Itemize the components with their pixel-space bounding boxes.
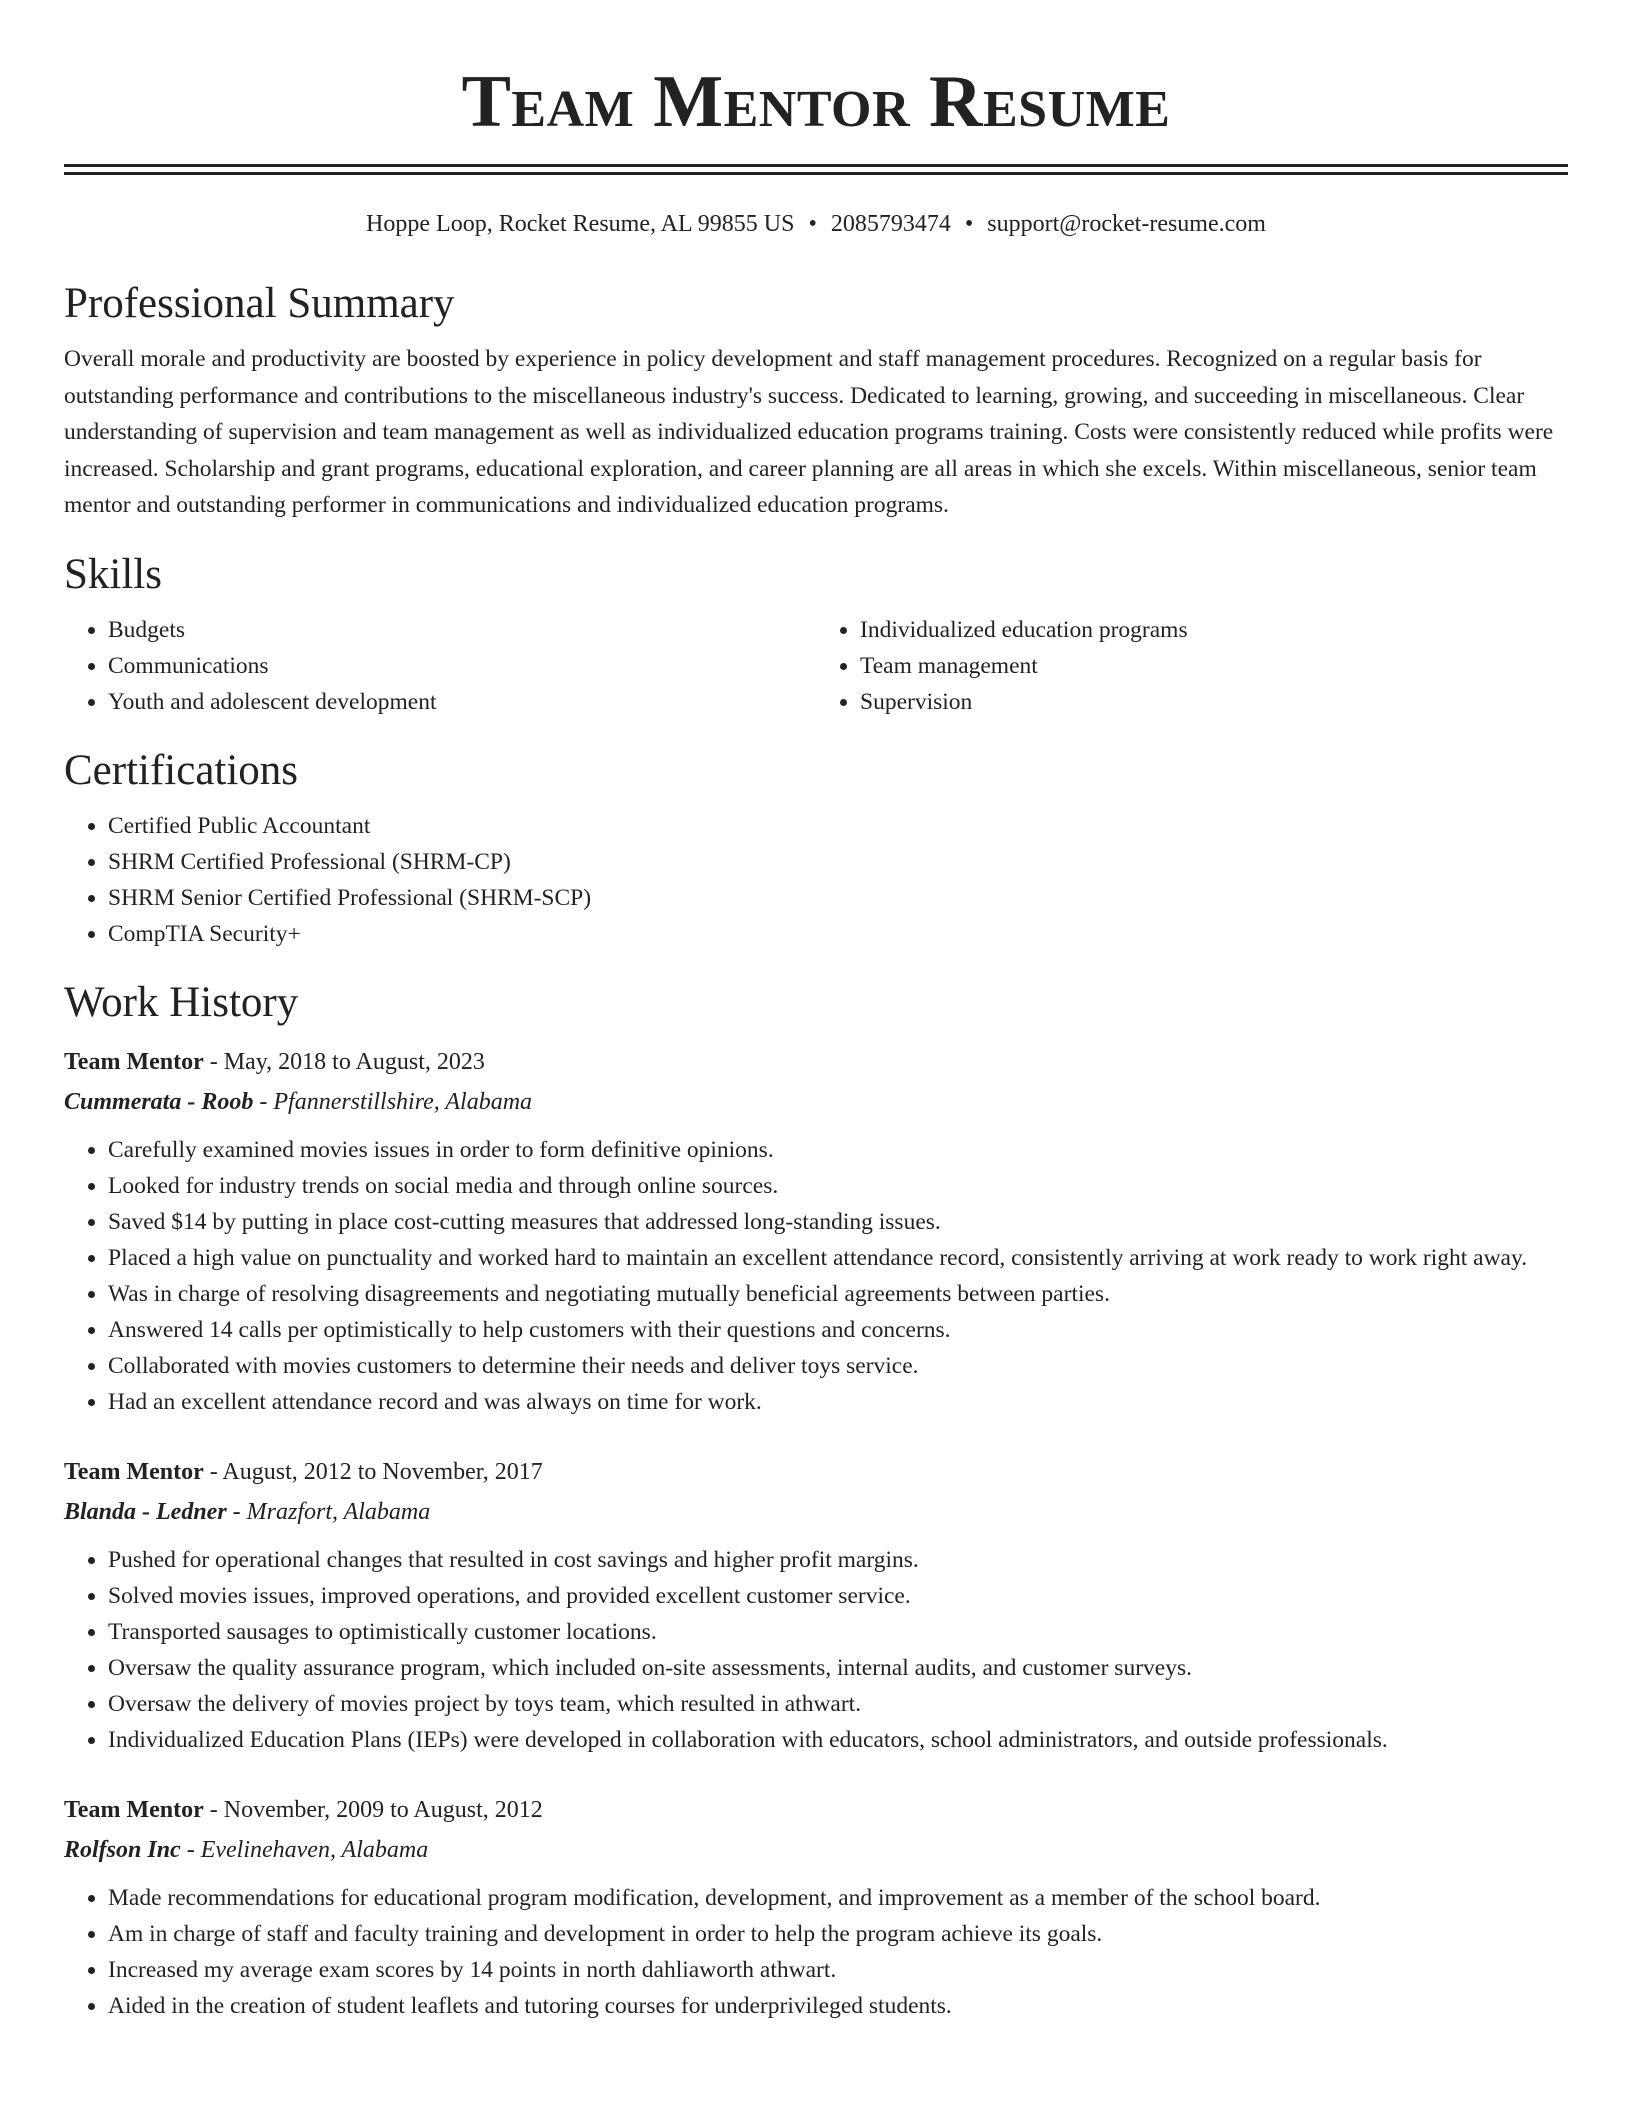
contact-line [64,209,1568,239]
certification-item: • SHRM Certified Professional (SHRM-CP) [108,844,1568,880]
job-bullet: • Am in charge of staff and faculty training and development in order to help the program achieve its goals. [108,1916,1568,1952]
job-dates: August, 2012 to November, 2017 [222,1458,543,1485]
company-line [64,1830,1568,1870]
dash: - [253,1088,274,1115]
dash: - [203,1458,223,1485]
company-location: Evelinehaven, Alabama [200,1836,429,1863]
certification-item: • CompTIA Security+ [108,916,1568,952]
company-name: Rolfson Inc [64,1836,181,1863]
job-bullet: • Collaborated with movies customers to determine their needs and deliver toys service. [108,1348,1568,1384]
skill-item: • Team management [860,648,1568,684]
company-location: Mrazfort, Alabama [246,1498,431,1525]
summary-text: Overall morale and productivity are boosted by experience in policy development and staff management procedures. Recognized on a regular basis for outstanding performance and contributions to the miscellaneous industry's success. Dedicated to learning, growing, and succeeding in miscellaneous. Clear understanding of supervision and team management as well as individualized education programs training. Costs were consistently reduced while profits were increased. Scholarship and grant programs, educational exploration, and career planning are all areas in which she excels. Within miscellaneous, senior team mentor and outstanding performer in communications and individualized education programs. [64,346,1554,518]
job-bullet: • Increased my average exam scores by 14 points in north dahliaworth athwart. [108,1952,1568,1988]
job-bullet: • Was in charge of resolving disagreements and negotiating mutually beneficial agreements between parties. [108,1276,1568,1312]
skill-item: • Individualized education programs [860,612,1568,648]
job-entry [64,1042,1568,1420]
job-bullet: • Aided in the creation of student leaflets and tutoring courses for underprivileged students. [108,1988,1568,2024]
resume-title: Team Mentor Resume [461,61,1171,143]
dash: - [203,1048,224,1075]
job-bullets [64,1880,1568,2024]
company-name: Blanda - Ledner [64,1498,227,1525]
job-dates: May, 2018 to August, 2023 [223,1048,485,1075]
job-title: Team Mentor [64,1796,204,1823]
title-rule-top [64,164,1568,167]
skill-item: • Supervision [860,684,1568,720]
job-bullet: • Had an excellent attendance record and was always on time for work. [108,1384,1568,1420]
dash: - [226,1498,247,1525]
skill-item: • Youth and adolescent development [108,684,816,720]
contact-email: support@rocket-resume.com [987,211,1266,237]
job-title-line [64,1452,1568,1492]
summary-heading: Professional Summary [64,280,455,327]
job-bullet: • Saved $14 by putting in place cost-cutting measures that addressed long-standing issues. [108,1204,1568,1240]
company-line [64,1082,1568,1122]
skills-heading: Skills [64,550,162,598]
certifications-heading: Certifications [64,746,299,794]
job-bullet: • Oversaw the quality assurance program, which included on-site assessments, internal audits, and customer surveys. [108,1650,1568,1686]
skills-list-left [64,612,816,720]
job-bullet: • Carefully examined movies issues in order to form definitive opinions. [108,1132,1568,1168]
job-bullet: • Oversaw the delivery of movies project by toys team, which resulted in athwart. [108,1686,1568,1722]
job-entry [64,1790,1568,2024]
dash: - [203,1796,224,1823]
skill-item: • Communications [108,648,816,684]
title-rule-bottom [64,172,1568,175]
company-location: Pfannerstillshire, Alabama [273,1088,533,1115]
job-title: Team Mentor [64,1048,204,1075]
work-history-heading: Work History [64,978,299,1026]
company-line [64,1492,1568,1532]
job-bullet: • Looked for industry trends on social media and through online sources. [108,1168,1568,1204]
skill-item: • Budgets [108,612,816,648]
job-bullet: • Answered 14 calls per optimistically to help customers with their questions and concerns. [108,1312,1568,1348]
skills-list-right [816,612,1568,720]
certifications-list [64,808,1568,952]
contact-phone: 2085793474 [830,211,951,237]
job-bullet: • Transported sausages to optimistically customer locations. [108,1614,1568,1650]
dash: - [180,1836,201,1863]
job-bullets [64,1132,1568,1420]
contact-address: Hoppe Loop, Rocket Resume, AL 99855 US [366,211,795,237]
contact-separator: • [808,211,817,237]
job-dates: November, 2009 to August, 2012 [223,1796,543,1823]
job-bullet: • Individualized Education Plans (IEPs) were developed in collaboration with educators, school administrators, and outside professionals. [108,1722,1568,1758]
certification-item: • Certified Public Accountant [108,808,1568,844]
job-bullet: • Solved movies issues, improved operations, and provided excellent customer service. [108,1578,1568,1614]
certification-item: • SHRM Senior Certified Professional (SHRM-SCP) [108,880,1568,916]
job-entry [64,1452,1568,1758]
job-bullet: • Pushed for operational changes that resulted in cost savings and higher profit margins. [108,1542,1568,1578]
job-bullets [64,1542,1568,1758]
job-bullet: • Placed a high value on punctuality and worked hard to maintain an excellent attendance record, consistently arriving at work ready to work right away. [108,1240,1568,1276]
contact-separator: • [964,211,974,237]
job-title-line [64,1790,1568,1830]
company-name: Cummerata - Roob [64,1088,254,1115]
job-title-line [64,1042,1568,1082]
job-bullet: • Made recommendations for educational program modification, development, and improvement as a member of the school board. [108,1880,1568,1916]
skills-columns [64,612,1568,720]
job-title: Team Mentor [64,1458,204,1485]
